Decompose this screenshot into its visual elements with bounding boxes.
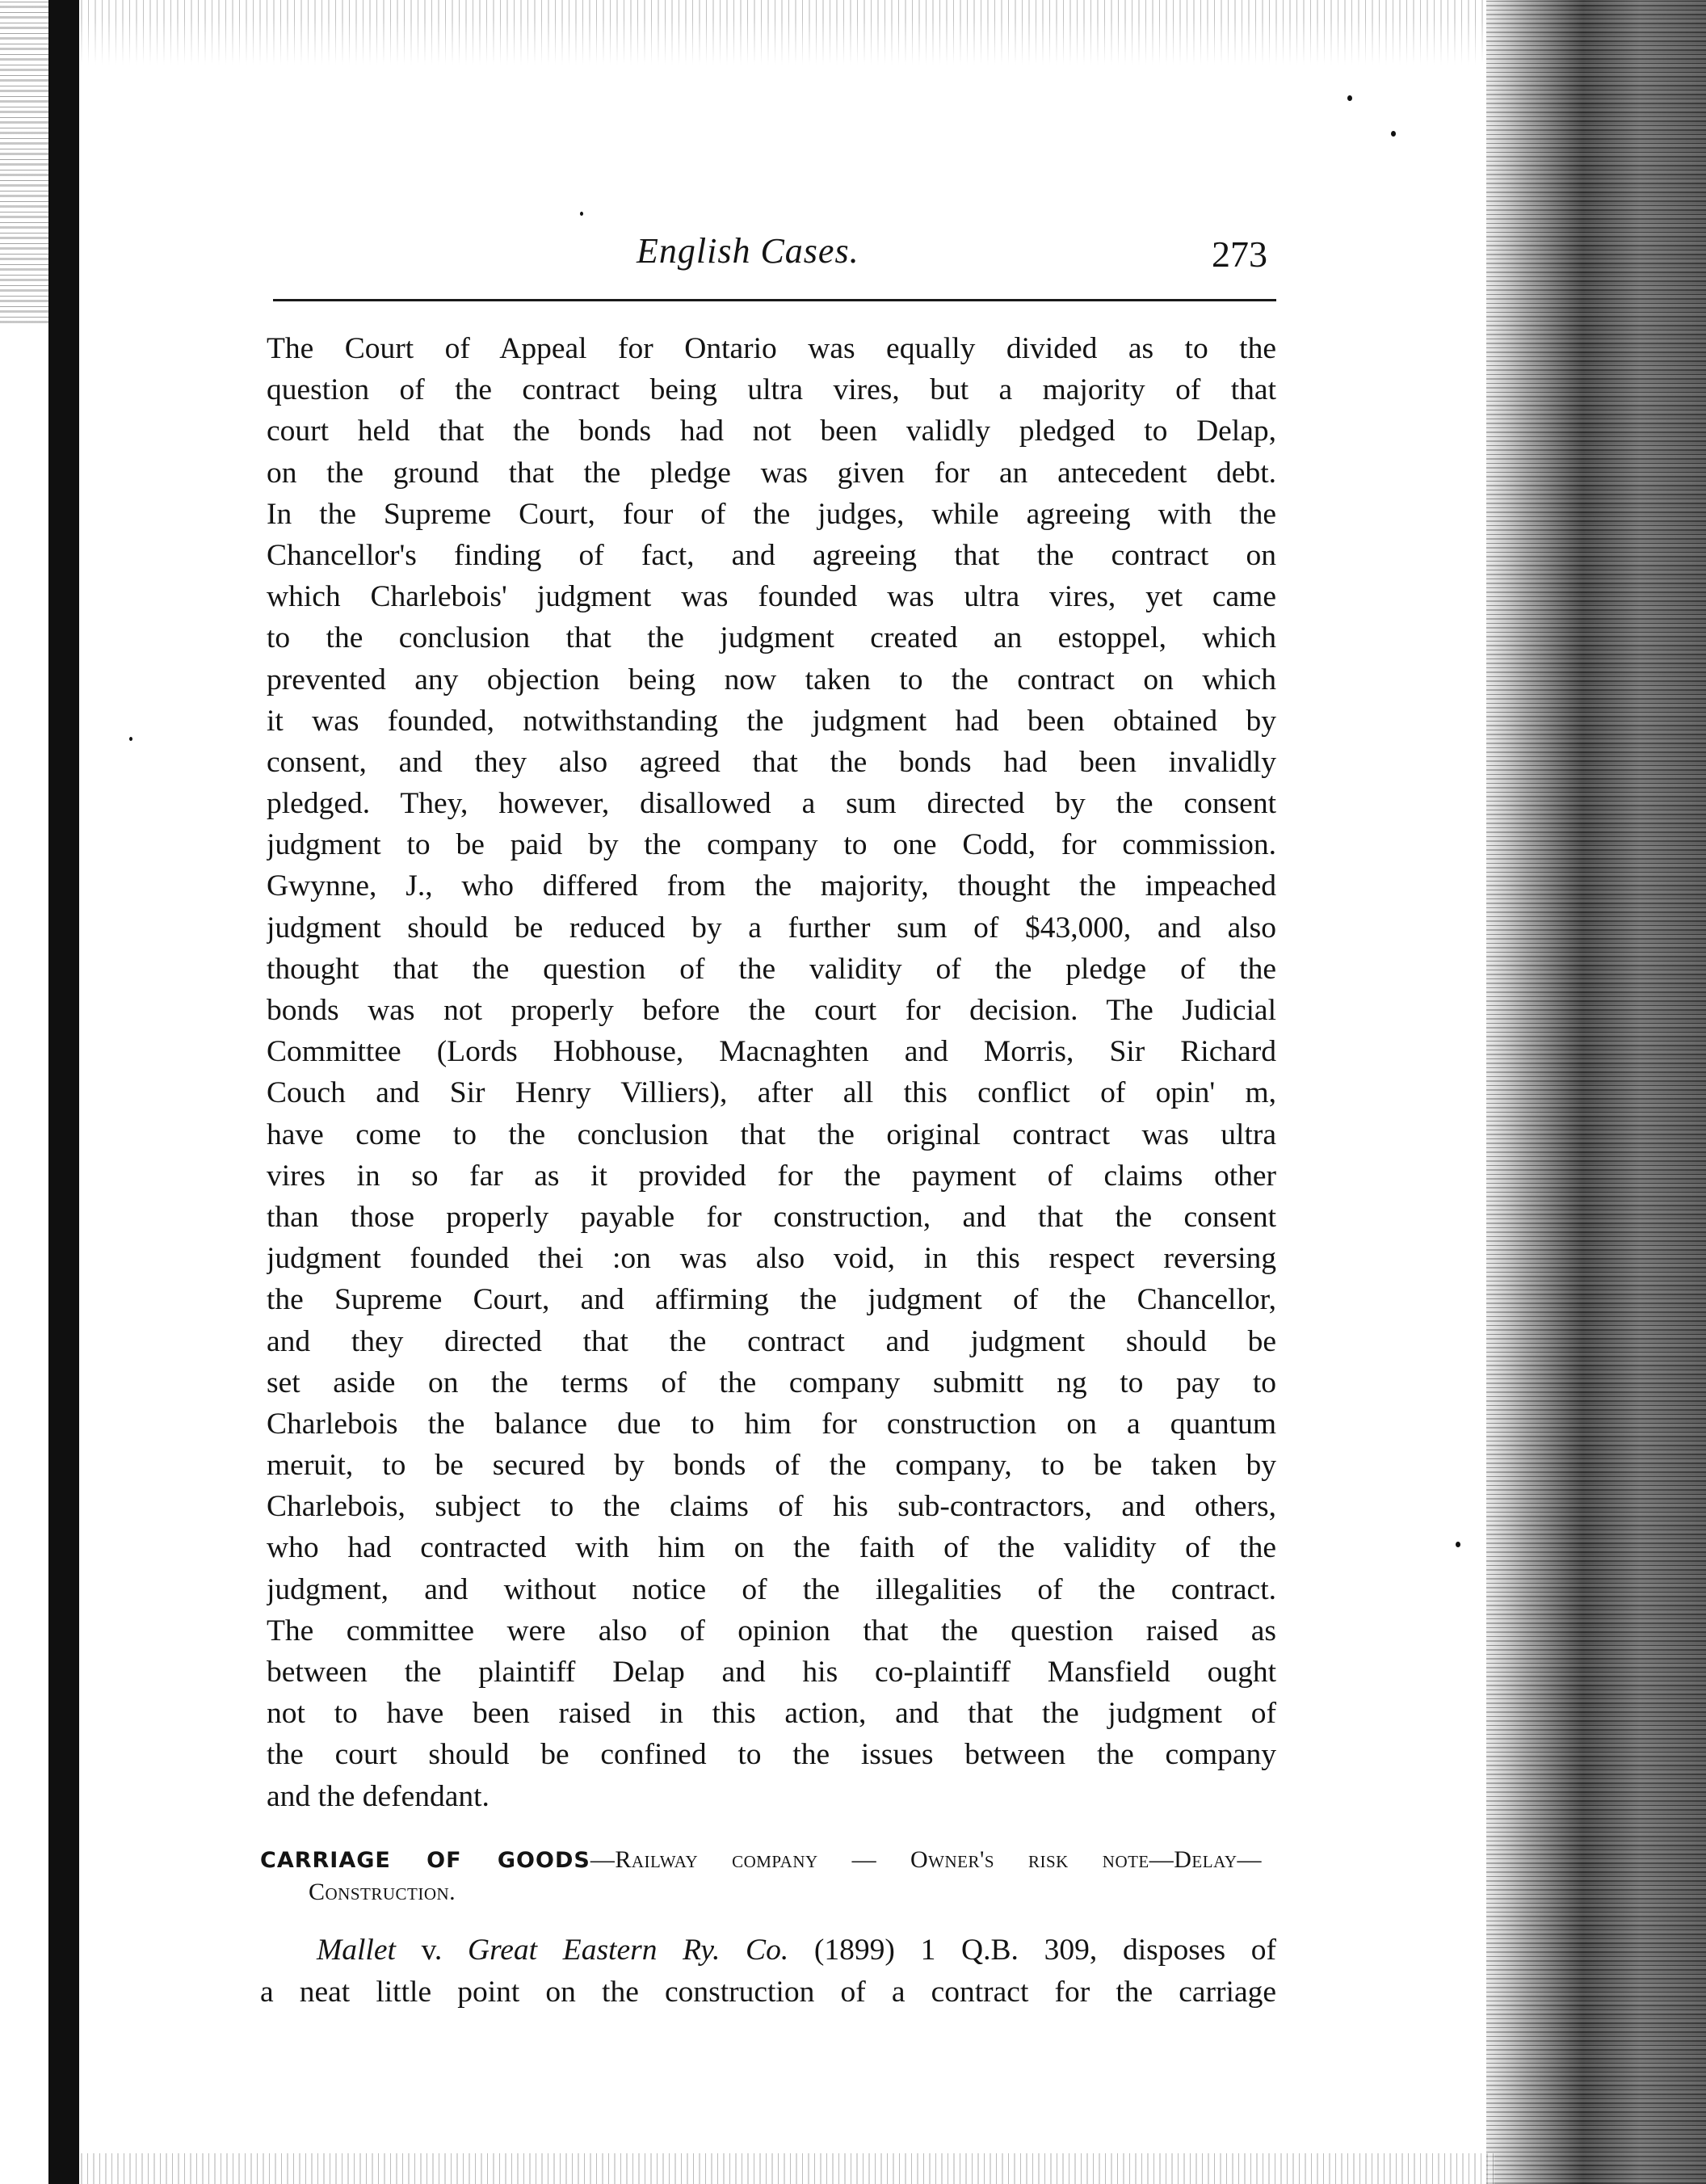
body-line: the court should be confined to the issues between the company bbox=[267, 1738, 1276, 1772]
body-line: judgment, and without notice of the illegalities of the contract. bbox=[267, 1572, 1276, 1606]
body-line: on the ground that the pledge was given for an antecedent debt. bbox=[267, 456, 1276, 490]
body-line: between the plaintiff Delap and his co-plaintiff Mansfield ought bbox=[267, 1656, 1276, 1689]
body-line: the Supreme Court, and affirming the judgment of the Chancellor, bbox=[267, 1283, 1276, 1317]
body-line: it was founded, notwithstanding the judgment had been obtained by bbox=[267, 704, 1276, 738]
scan-left-margin bbox=[0, 0, 16, 2184]
body-line: prevented any objection being now taken to the contract on which bbox=[267, 663, 1276, 696]
body-line: to the conclusion that the judgment created an estoppel, which bbox=[267, 621, 1276, 655]
case-heading-line-2: Construction. bbox=[309, 1879, 456, 1905]
body-line: which Charlebois' judgment was founded was ultra vires, yet came bbox=[267, 580, 1276, 614]
body-line: set aside on the terms of the company submitt ng to pay to bbox=[267, 1366, 1276, 1399]
scan-speck bbox=[129, 737, 132, 741]
body-line: Chancellor's finding of fact, and agreeing that the contract on bbox=[267, 538, 1276, 572]
header-rule bbox=[273, 299, 1276, 301]
body-line: Gwynne, J., who differed from the majority, thought the impeached bbox=[267, 869, 1276, 903]
body-line: bonds was not properly before the court for decision. The Judicial bbox=[267, 994, 1276, 1027]
page-number: 273 bbox=[1212, 234, 1267, 275]
case-citation: (1899) 1 Q.B. 309, disposes of bbox=[788, 1934, 1276, 1967]
case-versus: v. bbox=[395, 1934, 468, 1967]
body-line: Committee (Lords Hobhouse, Macnaghten and Morris, Sir Richard bbox=[267, 1035, 1276, 1069]
body-line: have come to the conclusion that the original contract was ultra bbox=[267, 1117, 1276, 1151]
body-paragraph bbox=[267, 328, 1276, 1817]
scan-speck bbox=[1391, 131, 1396, 137]
body-line: thought that the question of the validity of the pledge of the bbox=[267, 952, 1276, 986]
scan-noise-bottom bbox=[81, 2153, 1494, 2184]
case-name-defendant: Great Eastern Ry. Co. bbox=[468, 1934, 789, 1967]
body-line: judgment founded thei :on was also void, in this respect reversing bbox=[267, 1242, 1276, 1276]
body-line: pledged. They, however, disallowed a sum directed by the consent bbox=[267, 787, 1276, 821]
case-name-plaintiff: Mallet bbox=[317, 1934, 396, 1967]
case-heading-line-1 bbox=[260, 1844, 1262, 1876]
scan-speck bbox=[580, 212, 583, 216]
case-heading-lead: CARRIAGE OF GOODS bbox=[260, 1848, 590, 1873]
next-case-line-1 bbox=[260, 1929, 1276, 1971]
body-line: vires in so far as it provided for the payment of claims other bbox=[267, 1159, 1276, 1193]
scan-noise-left bbox=[0, 0, 50, 323]
body-line: judgment should be reduced by a further sum of $43,000, and also bbox=[267, 911, 1276, 945]
body-line: Charlebois, subject to the claims of his sub-contractors, and others, bbox=[267, 1490, 1276, 1524]
scan-right-edge-shadow bbox=[1486, 0, 1706, 2184]
body-line: not to have been raised in this action, and that the judgment of bbox=[267, 1697, 1276, 1731]
body-line: In the Supreme Court, four of the judges, while agreeing with the bbox=[267, 497, 1276, 531]
body-line: The committee were also of opinion that the question raised as bbox=[267, 1614, 1276, 1647]
body-line: and the defendant. bbox=[267, 1779, 490, 1813]
book-binding-shadow bbox=[48, 0, 79, 2184]
body-line: Couch and Sir Henry Villiers), after all this conflict of opin' m, bbox=[267, 1076, 1276, 1110]
body-line: court held that the bonds had not been validly pledged to Delap, bbox=[267, 414, 1276, 448]
body-line: question of the contract being ultra vires, but a majority of that bbox=[267, 373, 1276, 407]
body-line: and they directed that the contract and judgment should be bbox=[267, 1324, 1276, 1358]
scan-noise-top bbox=[81, 0, 1494, 65]
body-line: who had contracted with him on the faith of the validity of the bbox=[267, 1531, 1276, 1565]
next-case-line-2: a neat little point on the construction of a contract for the carriage bbox=[260, 1976, 1276, 2009]
body-line: consent, and they also agreed that the bonds had been invalidly bbox=[267, 745, 1276, 779]
body-line: than those properly payable for construction, and that the consent bbox=[267, 1200, 1276, 1234]
body-line: judgment to be paid by the company to one Codd, for commission. bbox=[267, 828, 1276, 862]
body-line: Charlebois the balance due to him for construction on a quantum bbox=[267, 1407, 1276, 1441]
case-heading-keywords: —Railway company — Owner's risk note—Delay— bbox=[590, 1846, 1262, 1873]
running-head: English Cases. bbox=[637, 231, 859, 271]
scan-speck bbox=[1347, 95, 1352, 101]
body-line: meruit, to be secured by bonds of the company, to be taken by bbox=[267, 1449, 1276, 1483]
body-line: The Court of Appeal for Ontario was equally divided as to the bbox=[267, 332, 1276, 365]
next-case-paragraph bbox=[260, 1929, 1276, 2014]
scan-speck bbox=[1456, 1542, 1460, 1547]
case-heading bbox=[260, 1844, 1262, 1908]
